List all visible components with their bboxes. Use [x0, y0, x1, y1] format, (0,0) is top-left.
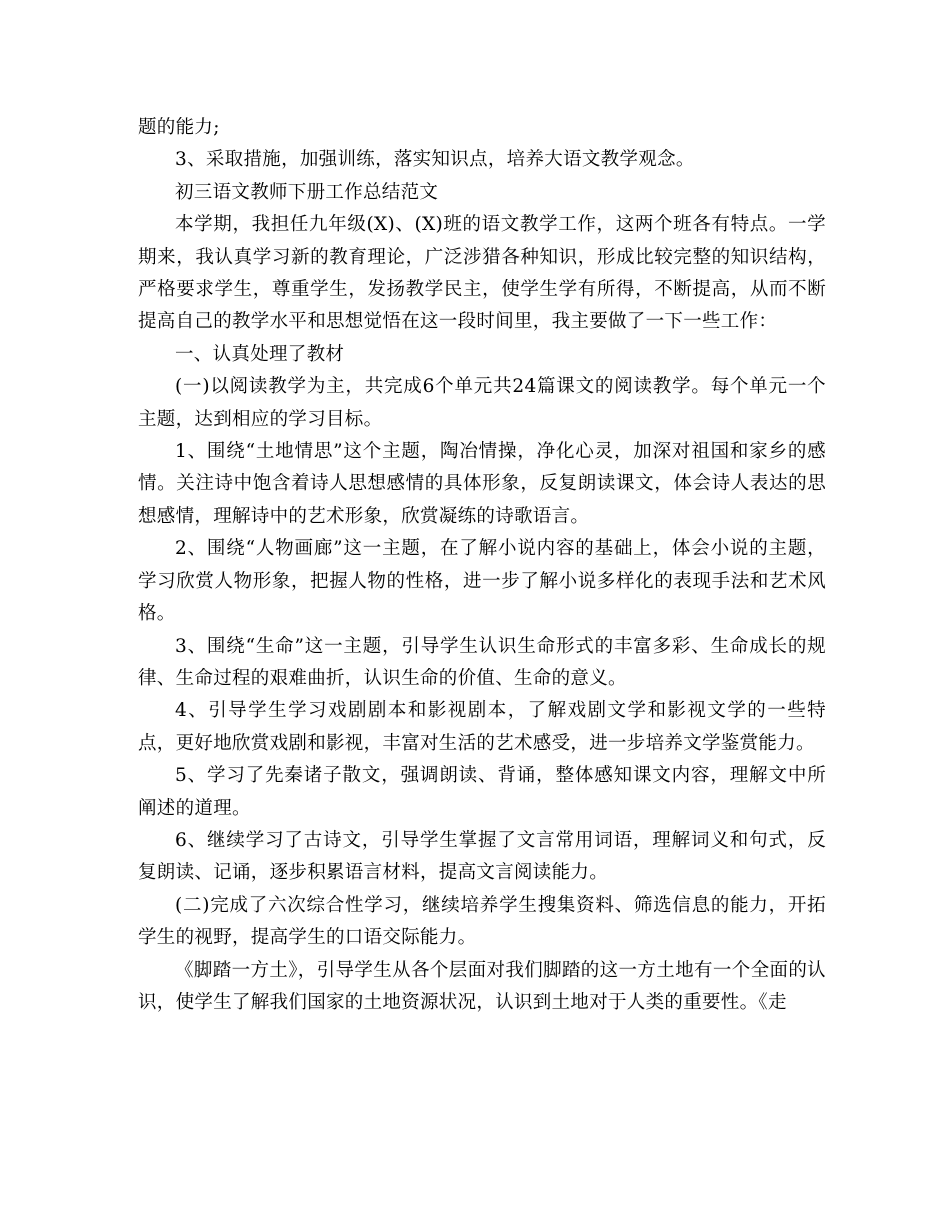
list-item-6: 6、继续学习了古诗文，引导学生掌握了文言常用词语，理解词义和句式，反复朗读、记诵，逐步积累语言材料，提高文言阅读能力。	[138, 829, 826, 884]
paragraph-reading: (一)以阅读教学为主，共完成6个单元共24篇课文的阅读教学。每个单元一个主题，达到相应的学习目标。	[138, 376, 826, 430]
heading-1: 一、认真处理了教材	[175, 343, 345, 365]
list-item-4: 4、引导学生学习戏剧剧本和影视剧本，了解戏剧文学和影视文学的一些特点，更好地欣赏戏剧和影视，丰富对生活的艺术感受，进一步培养文学鉴赏能力。	[138, 700, 826, 754]
paragraph-2: 3、采取措施，加强训练，落实知识点，培养大语文教学观念。	[175, 149, 695, 171]
paragraph-final: 《脚踏一方土》，引导学生从各个层面对我们脚踏的这一方土地有一个全面的认识，使学生了解我们国家的土地资源状况，认识到土地对于人类的重要性。《走	[138, 959, 826, 1013]
document-page	[138, 112, 826, 1019]
paragraph-1: 题的能力;	[138, 117, 220, 138]
list-item-1: 1、围绕“土地情思”这个主题，陶冶情操，净化心灵，加深对祖国和家乡的感情。关注诗中饱含着诗人思想感情的具体形象，反复朗读课文，体会诗人表达的思想感情，理解诗中的艺术形象，欣赏凝练的诗歌语言。	[138, 441, 826, 527]
list-item-2: 2、围绕“人物画廊”这一主题，在了解小说内容的基础上，体会小说的主题，学习欣赏人物形象，把握人物的性格，进一步了解小说多样化的表现手法和艺术风格。	[138, 538, 826, 625]
paragraph-intro: 本学期，我担任九年级(X)、(X)班的语文教学工作，这两个班各有特点。一学期来，我认真学习新的教育理论，广泛涉猎各种知识，形成比较完整的知识结构，严格要求学生，尊重学生，发扬教学民主，使学生学有所得，不断提高，从而不断提高自己的教学水平和思想觉悟在这一段时间里，我主要做了一下一些工作：	[138, 214, 826, 333]
list-item-5: 5、学习了先秦诸子散文，强调朗读、背诵，整体感知课文内容，理解文中所阐述的道理。	[138, 765, 826, 819]
section-title: 初三语文教师下册工作总结范文	[175, 181, 439, 203]
list-item-3: 3、围绕“生命”这一主题，引导学生认识生命形式的丰富多彩、生命成长的规律、生命过程的艰难曲折，认识生命的价值、生命的意义。	[138, 635, 826, 689]
paragraph-comprehensive: (二)完成了六次综合性学习，继续培养学生搜集资料、筛选信息的能力，开拓学生的视野，提高学生的口语交际能力。	[138, 894, 826, 949]
